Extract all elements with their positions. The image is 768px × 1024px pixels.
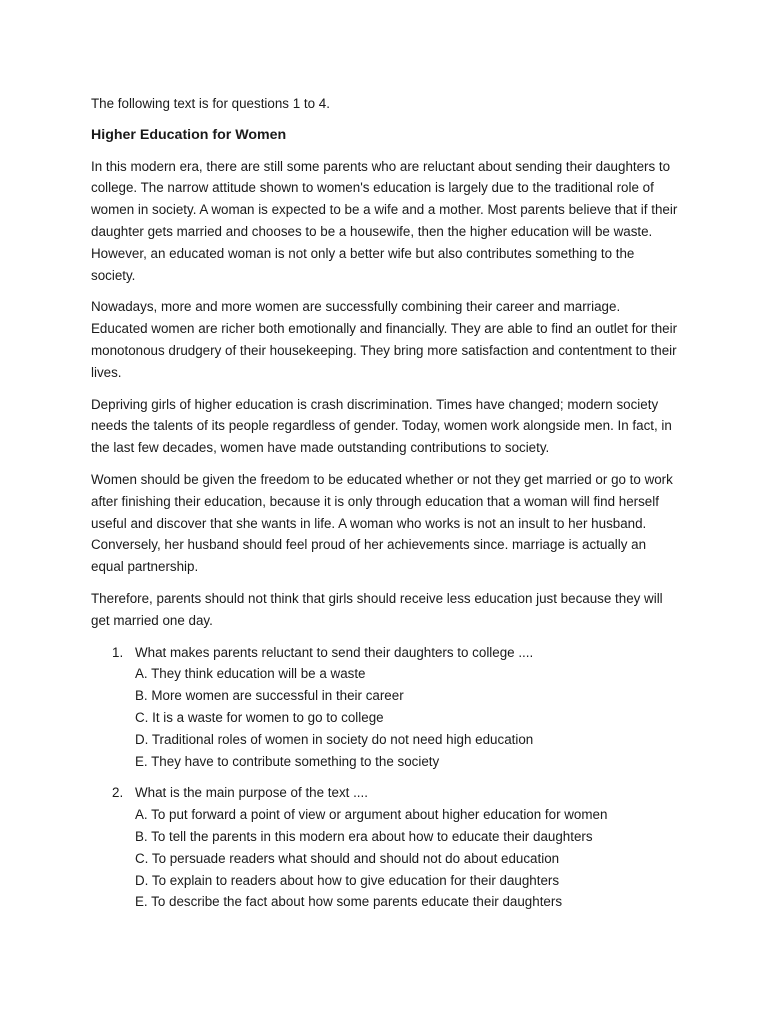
- paragraph: Women should be given the freedom to be educated whether or not they get married or go to work after finishing their education, because it is only through education that a woman will find herself useful and discover that she wants in life. A woman who works is not an insult to her husband. Conversely, her husband should feel proud of her achievements since. marriage is actually an equal partnership.: [91, 471, 673, 575]
- intro-text: The following text is for questions 1 to 4.: [91, 96, 330, 111]
- answer-option: B. More women are successful in their career: [135, 688, 404, 704]
- question-item: [91, 782, 680, 913]
- answer-option: C. To persuade readers what should and should not do about education: [135, 850, 560, 866]
- paragraph: Depriving girls of higher education is crash discrimination. Times have changed; modern society needs the talents of its people regardless of gender. Today, women work alongside men. In fact, in the last few decades, women have made outstanding contributions to society.: [91, 396, 672, 456]
- question-list: [91, 642, 680, 914]
- paragraph: Therefore, parents should not think that girls should receive less education just because they will get married one day.: [91, 590, 663, 628]
- option-list: [135, 804, 680, 913]
- answer-option: A. They think education will be a waste: [135, 666, 366, 682]
- article-body: [91, 156, 680, 632]
- answer-option: D. Traditional roles of women in society do not need high education: [135, 731, 534, 747]
- paragraph: In this modern era, there are still some parents who are reluctant about sending their daughters to college. The narrow attitude shown to women's education is largely due to the traditional role of women in society. A woman is expected to be a wife and a mother. Most parents believe that if their daughter gets married and chooses to be a housewife, then the higher education will be waste. However, an educated woman is not only a better wife but also contributes something to the society.: [91, 158, 678, 283]
- answer-option: C. It is a waste for women to go to college: [135, 709, 384, 725]
- question-text: What is the main purpose of the text ....: [135, 785, 368, 801]
- answer-option: E. They have to contribute something to the society: [135, 753, 440, 769]
- answer-option: E. To describe the fact about how some parents educate their daughters: [135, 894, 563, 910]
- question-text: What makes parents reluctant to send their daughters to college ....: [135, 644, 534, 660]
- question-number: 2.: [112, 785, 124, 801]
- question-number: 1.: [112, 644, 124, 660]
- answer-option: A. To put forward a point of view or argument about higher education for women: [135, 807, 608, 823]
- option-list: [135, 663, 680, 772]
- question-item: [91, 642, 680, 773]
- answer-option: B. To tell the parents in this modern era about how to educate their daughters: [135, 828, 593, 844]
- answer-option: D. To explain to readers about how to give education for their daughters: [135, 872, 560, 888]
- article-title: Higher Education for Women: [91, 126, 287, 143]
- paragraph: Nowadays, more and more women are successfully combining their career and marriage. Educated women are richer both emotionally and financially. They are able to find an outlet for their monotonous drudgery of their housekeeping. They bring more satisfaction and contentment to their lives.: [91, 299, 678, 380]
